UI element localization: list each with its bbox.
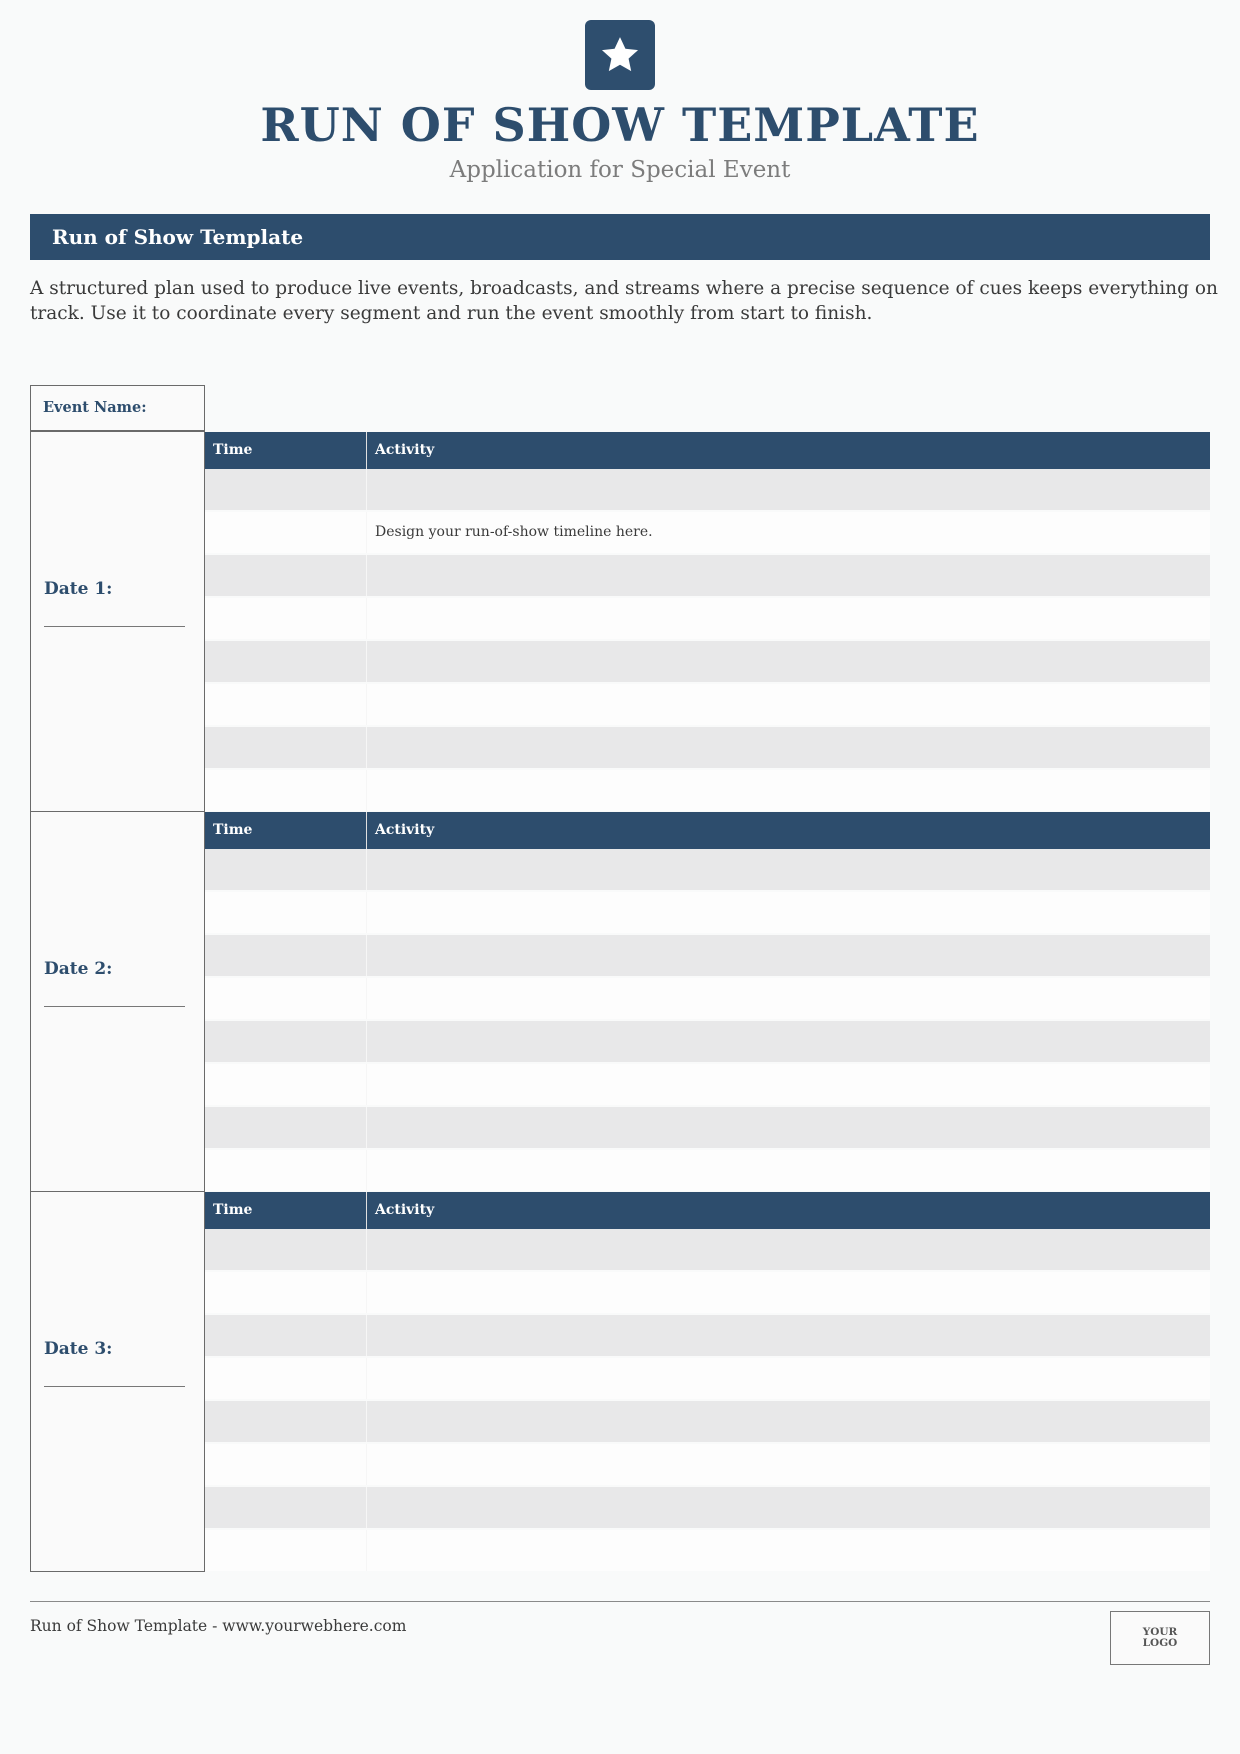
table-row[interactable] <box>205 1530 1210 1571</box>
footer-logo-placeholder <box>1110 1611 1210 1665</box>
logo-text-line1: YOUR <box>1142 1626 1178 1638</box>
table-row[interactable] <box>205 684 1210 725</box>
cell-divider <box>366 1315 367 1356</box>
page-title: RUN OF SHOW TEMPLATE <box>260 98 980 152</box>
header-logo-badge <box>585 20 655 90</box>
table-row[interactable] <box>205 1150 1210 1191</box>
schedule-header <box>205 1192 1210 1229</box>
schedule-header <box>205 812 1210 849</box>
table-row[interactable] <box>205 1487 1210 1528</box>
date-2-schedule-table <box>205 812 1210 1192</box>
cell-divider <box>366 1487 367 1528</box>
cell-divider <box>366 641 367 682</box>
cell-divider <box>366 892 367 933</box>
table-row[interactable] <box>205 1315 1210 1356</box>
column-header-activity: Activity <box>375 1202 435 1218</box>
cell-divider <box>366 1401 367 1442</box>
column-header-activity: Activity <box>375 442 435 458</box>
table-row[interactable] <box>205 512 1210 553</box>
cell-divider <box>366 1229 367 1270</box>
table-row[interactable] <box>205 849 1210 890</box>
table-row[interactable] <box>205 892 1210 933</box>
table-row[interactable] <box>205 1401 1210 1442</box>
table-row[interactable] <box>205 641 1210 682</box>
column-header-time: Time <box>213 1202 253 1218</box>
star-icon <box>599 34 641 76</box>
cell-divider <box>366 1358 367 1399</box>
table-row[interactable] <box>205 935 1210 976</box>
table-row[interactable] <box>205 1107 1210 1148</box>
cell-divider <box>366 555 367 596</box>
logo-text-line2: LOGO <box>1142 1637 1178 1649</box>
column-header-time: Time <box>213 442 253 458</box>
footer-divider <box>30 1601 1210 1602</box>
cell-divider <box>366 1444 367 1485</box>
section-heading: Run of Show Template <box>30 214 1210 260</box>
date-2-label: Date 2: <box>44 959 113 979</box>
cell-divider <box>366 727 367 768</box>
activity-cell: Design your run-of-show timeline here. <box>375 524 653 540</box>
cell-divider <box>366 1272 367 1313</box>
date-3-box[interactable] <box>30 1191 205 1572</box>
cell-divider <box>366 598 367 639</box>
table-row[interactable] <box>205 978 1210 1019</box>
date-1-box[interactable] <box>30 431 205 812</box>
cell-divider <box>366 684 367 725</box>
table-row[interactable] <box>205 469 1210 510</box>
date-1-underline <box>44 626 185 627</box>
page-subtitle: Application for Special Event <box>449 157 791 183</box>
cell-divider <box>366 1064 367 1105</box>
section-description: A structured plan used to produce live events, broadcasts, and streams where a precise sequence of cues keeps everything on track. Use it to coordinate every segment and run the event smoothly from start to finish. <box>30 278 1218 324</box>
table-row[interactable] <box>205 1229 1210 1270</box>
cell-divider <box>366 1107 367 1148</box>
table-row[interactable] <box>205 1272 1210 1313</box>
event-name-field[interactable]: Event Name: <box>30 385 205 431</box>
table-row[interactable] <box>205 1444 1210 1485</box>
footer-text: Run of Show Template - www.yourwebhere.com <box>30 1617 407 1635</box>
table-row[interactable] <box>205 1358 1210 1399</box>
table-row[interactable] <box>205 1021 1210 1062</box>
table-row[interactable] <box>205 555 1210 596</box>
date-2-underline <box>44 1006 185 1007</box>
date-2-box[interactable] <box>30 811 205 1192</box>
table-row[interactable] <box>205 770 1210 811</box>
schedule-header <box>205 432 1210 469</box>
cell-divider <box>366 1530 367 1571</box>
column-divider <box>366 432 367 469</box>
table-row[interactable] <box>205 598 1210 639</box>
cell-divider <box>366 978 367 1019</box>
cell-divider <box>366 512 367 553</box>
column-header-activity: Activity <box>375 822 435 838</box>
date-1-label: Date 1: <box>44 579 113 599</box>
cell-divider <box>366 935 367 976</box>
cell-divider <box>366 849 367 890</box>
date-1-schedule-table <box>205 432 1210 812</box>
date-3-label: Date 3: <box>44 1339 113 1359</box>
table-row[interactable] <box>205 1064 1210 1105</box>
table-row[interactable] <box>205 727 1210 768</box>
cell-divider <box>366 770 367 811</box>
date-3-underline <box>44 1386 185 1387</box>
cell-divider <box>366 1150 367 1191</box>
column-divider <box>366 812 367 849</box>
cell-divider <box>366 469 367 510</box>
column-header-time: Time <box>213 822 253 838</box>
cell-divider <box>366 1021 367 1062</box>
date-3-schedule-table <box>205 1192 1210 1572</box>
column-divider <box>366 1192 367 1229</box>
